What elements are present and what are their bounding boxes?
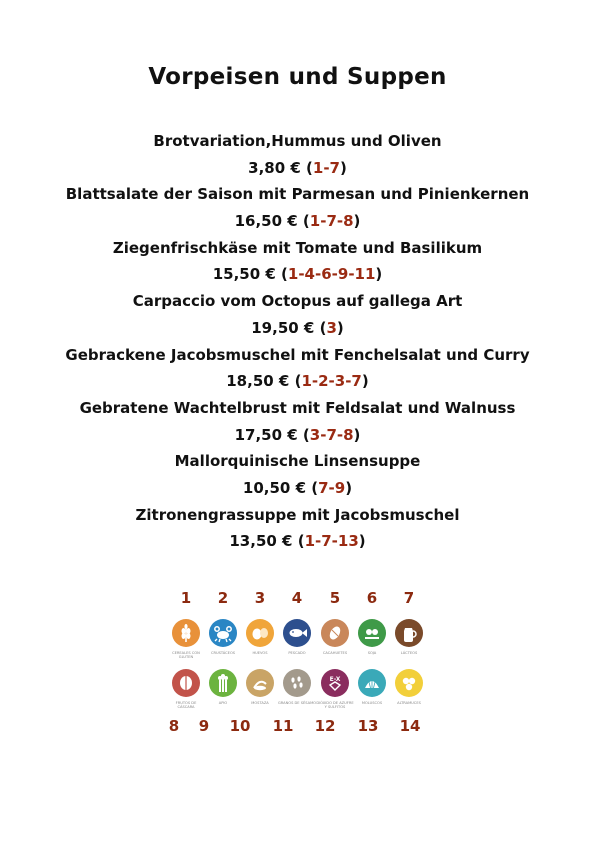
crab-icon bbox=[209, 619, 237, 647]
dish-item bbox=[0, 235, 595, 288]
dish-list bbox=[0, 128, 595, 555]
dish-name: Gebrackene Jacobsmuschel mit Fenchelsalat und Curry bbox=[65, 345, 530, 364]
dish-price: 15,50 € bbox=[212, 265, 276, 284]
dish-item bbox=[0, 342, 595, 395]
allergen-caption: GRANOS DE SÉSAMO bbox=[278, 701, 317, 705]
dish-name: Carpaccio vom Octopus auf gallega Art bbox=[132, 292, 463, 311]
dish-price: 3,80 € bbox=[248, 158, 301, 177]
allergen-number: 2 bbox=[217, 589, 229, 607]
nut-icon bbox=[172, 669, 200, 697]
allergen-caption: MOLUSCOS bbox=[361, 701, 383, 705]
wheat-icon bbox=[172, 619, 200, 647]
allergen-number: 14 bbox=[399, 717, 421, 735]
celery-icon bbox=[209, 669, 237, 697]
dish-name: Zitronengrassuppe mit Jacobsmuschel bbox=[135, 505, 460, 524]
allergen-caption: CEREALES CON GLUTEN bbox=[172, 651, 200, 660]
dish-price-line: 19,50 € (3) bbox=[251, 318, 344, 337]
allergen-codes: 1-7-8 bbox=[309, 212, 354, 231]
dish-item bbox=[0, 128, 595, 181]
fish-icon bbox=[283, 619, 311, 647]
dish-price-line: 17,50 € (3-7-8) bbox=[234, 425, 361, 444]
allergen-caption: CRUSTÁCEOS bbox=[210, 651, 236, 655]
dish-price-line: 15,50 € (1-4-6-9-11) bbox=[212, 265, 383, 284]
dish-price: 16,50 € bbox=[234, 212, 298, 231]
allergen-number: 8 bbox=[168, 717, 180, 735]
dish-price: 13,50 € bbox=[229, 532, 293, 551]
allergen-legend bbox=[0, 585, 595, 745]
allergen-codes: 1-2-3-7 bbox=[301, 372, 362, 391]
dish-price-line: 10,50 € (7-9) bbox=[242, 478, 353, 497]
svg-text:E-X: E-X bbox=[329, 676, 341, 683]
allergen-number: 9 bbox=[198, 717, 210, 735]
allergen-caption: HUEVOS bbox=[252, 651, 268, 655]
dish-name: Ziegenfrischkäse mit Tomate und Basilikum bbox=[112, 238, 483, 257]
egg-icon bbox=[246, 619, 274, 647]
soy-icon bbox=[358, 619, 386, 647]
dish-price-line: 16,50 € (1-7-8) bbox=[234, 212, 361, 231]
dish-item bbox=[0, 181, 595, 234]
allergen-number: 11 bbox=[272, 717, 294, 735]
allergen-number: 10 bbox=[229, 717, 251, 735]
allergen-caption: MOSTAZA bbox=[251, 701, 269, 705]
dish-price: 10,50 € bbox=[242, 478, 307, 497]
allergen-number: 7 bbox=[403, 589, 415, 607]
lupin-icon bbox=[395, 669, 423, 697]
allergen-caption: FRUTOS DE CÁSCARA bbox=[175, 701, 197, 710]
allergen-caption: LÁCTEOS bbox=[400, 651, 418, 655]
allergen-number: 3 bbox=[254, 589, 266, 607]
allergen-caption: SOJA bbox=[367, 651, 377, 655]
dish-item bbox=[0, 448, 595, 501]
allergen-caption: CACAHUETES bbox=[322, 651, 348, 655]
dish-price: 17,50 € bbox=[234, 425, 298, 444]
mustard-icon bbox=[246, 669, 274, 697]
allergen-number: 13 bbox=[357, 717, 379, 735]
dish-name: Brotvariation,Hummus und Oliven bbox=[153, 132, 442, 150]
dish-price: 18,50 € bbox=[226, 372, 290, 391]
allergen-codes: 1-7-13 bbox=[304, 532, 359, 551]
dish-price-line: 18,50 € (1-2-3-7) bbox=[226, 372, 369, 391]
allergen-caption: ALTRAMUCES bbox=[397, 701, 421, 705]
dish-name: Mallorquinische Linsensuppe bbox=[174, 452, 421, 471]
shell-icon bbox=[358, 669, 386, 697]
dish-price: 19,50 € bbox=[251, 318, 315, 337]
allergen-number: 4 bbox=[291, 589, 303, 607]
allergen-caption: DIÓXIDO DE AZUFRE Y SULFITOS bbox=[316, 701, 354, 710]
peanut-icon bbox=[321, 619, 349, 647]
allergen-codes: 7-9 bbox=[318, 478, 346, 497]
allergen-codes: 1-7 bbox=[312, 158, 340, 177]
dish-item bbox=[0, 395, 595, 448]
dish-item bbox=[0, 502, 595, 555]
sulphite-icon bbox=[321, 669, 349, 697]
allergen-number: 5 bbox=[329, 589, 341, 607]
dish-item bbox=[0, 288, 595, 341]
allergen-codes: 3 bbox=[326, 318, 337, 337]
allergen-number: 6 bbox=[366, 589, 378, 607]
sesame-icon bbox=[283, 669, 311, 697]
allergen-caption: APIO bbox=[218, 701, 228, 705]
dish-name: Gebratene Wachtelbrust mit Feldsalat und Walnuss bbox=[79, 398, 516, 417]
allergen-number: 12 bbox=[314, 717, 336, 735]
allergen-codes: 3-7-8 bbox=[309, 425, 354, 444]
dish-name: Blattsalate der Saison mit Parmesan und Pinienkernen bbox=[65, 185, 530, 204]
dish-price-line: 3,80 € (1-7) bbox=[248, 158, 347, 177]
allergen-codes: 1-4-6-9-11 bbox=[287, 265, 376, 284]
milk-jug-icon bbox=[395, 619, 423, 647]
page-title: Vorpeisen und Suppen bbox=[148, 64, 447, 90]
dish-price-line: 13,50 € (1-7-13) bbox=[229, 532, 366, 551]
allergen-number: 1 bbox=[180, 589, 192, 607]
allergen-caption: PESCADO bbox=[288, 651, 306, 655]
